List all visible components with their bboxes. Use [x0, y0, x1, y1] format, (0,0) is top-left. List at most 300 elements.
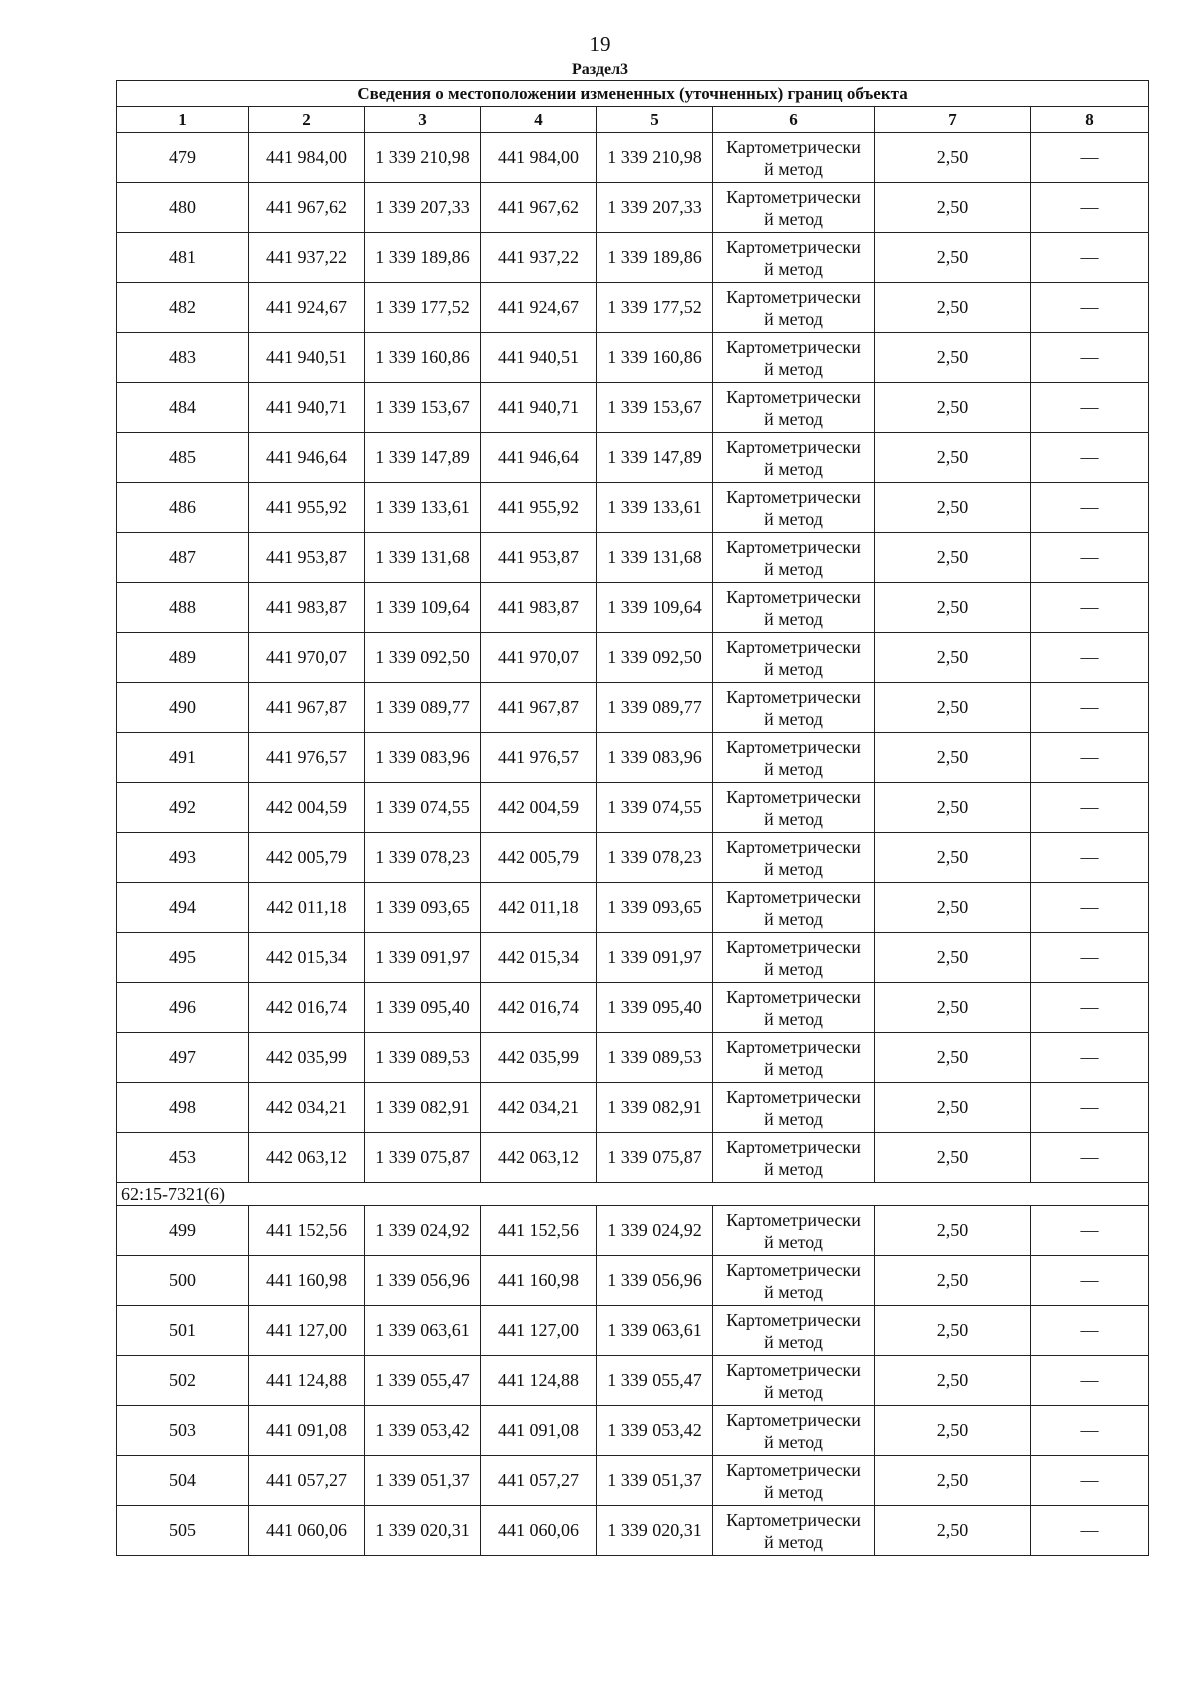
method-line: й метод	[764, 1058, 823, 1079]
x-new-cell: 441 127,00	[481, 1306, 597, 1356]
y-old-cell: 1 339 051,37	[365, 1456, 481, 1506]
y-old-cell: 1 339 131,68	[365, 533, 481, 583]
method-line: й метод	[764, 158, 823, 179]
y-old-cell: 1 339 089,77	[365, 683, 481, 733]
method-line: й метод	[764, 308, 823, 329]
accuracy-cell: 2,50	[875, 383, 1031, 433]
y-new-cell: 1 339 131,68	[597, 533, 713, 583]
note-cell: —	[1031, 1083, 1149, 1133]
x-old-cell: 441 127,00	[249, 1306, 365, 1356]
method-line: Картометрически	[726, 186, 861, 207]
method-line: й метод	[764, 608, 823, 629]
method-cell	[713, 583, 875, 633]
method-cell	[713, 933, 875, 983]
column-number: 3	[365, 107, 481, 133]
note-cell: —	[1031, 933, 1149, 983]
table-row	[117, 583, 1149, 633]
note-cell: —	[1031, 1306, 1149, 1356]
note-cell: —	[1031, 333, 1149, 383]
x-new-cell: 441 160,98	[481, 1256, 597, 1306]
method-line: й метод	[764, 508, 823, 529]
method-cell	[713, 1133, 875, 1183]
method-cell	[713, 1206, 875, 1256]
accuracy-cell: 2,50	[875, 1083, 1031, 1133]
method-line: Картометрически	[726, 386, 861, 407]
method-cell	[713, 333, 875, 383]
table-row	[117, 183, 1149, 233]
x-new-cell: 442 034,21	[481, 1083, 597, 1133]
method-line: й метод	[764, 758, 823, 779]
note-cell: —	[1031, 583, 1149, 633]
y-new-cell: 1 339 189,86	[597, 233, 713, 283]
y-old-cell: 1 339 083,96	[365, 733, 481, 783]
accuracy-cell: 2,50	[875, 233, 1031, 283]
x-new-cell: 441 937,22	[481, 233, 597, 283]
x-old-cell: 441 160,98	[249, 1256, 365, 1306]
table-row	[117, 1356, 1149, 1406]
method-line: Картометрически	[726, 986, 861, 1007]
y-new-cell: 1 339 210,98	[597, 133, 713, 183]
y-new-cell: 1 339 093,65	[597, 883, 713, 933]
y-old-cell: 1 339 177,52	[365, 283, 481, 333]
y-old-cell: 1 339 075,87	[365, 1133, 481, 1183]
point-number-cell: 501	[117, 1306, 249, 1356]
method-cell	[713, 283, 875, 333]
y-old-cell: 1 339 109,64	[365, 583, 481, 633]
y-new-cell: 1 339 024,92	[597, 1206, 713, 1256]
x-old-cell: 442 004,59	[249, 783, 365, 833]
column-number: 1	[117, 107, 249, 133]
table-row	[117, 783, 1149, 833]
accuracy-cell: 2,50	[875, 433, 1031, 483]
method-cell	[713, 783, 875, 833]
note-cell: —	[1031, 1356, 1149, 1406]
x-old-cell: 442 015,34	[249, 933, 365, 983]
method-line: й метод	[764, 1481, 823, 1502]
table-row	[117, 983, 1149, 1033]
note-cell: —	[1031, 233, 1149, 283]
y-new-cell: 1 339 056,96	[597, 1256, 713, 1306]
group-label: 62:15-7321(6)	[117, 1183, 1149, 1206]
method-cell	[713, 1506, 875, 1556]
x-old-cell: 441 124,88	[249, 1356, 365, 1406]
y-new-cell: 1 339 089,77	[597, 683, 713, 733]
note-cell: —	[1031, 783, 1149, 833]
column-number-row	[117, 107, 1149, 133]
x-new-cell: 442 011,18	[481, 883, 597, 933]
y-new-cell: 1 339 091,97	[597, 933, 713, 983]
section-title: Раздел3	[571, 61, 629, 78]
point-number-cell: 488	[117, 583, 249, 633]
point-number-cell: 500	[117, 1256, 249, 1306]
method-cell	[713, 483, 875, 533]
x-new-cell: 441 970,07	[481, 633, 597, 683]
method-line: й метод	[764, 1281, 823, 1302]
y-old-cell: 1 339 207,33	[365, 183, 481, 233]
y-new-cell: 1 339 078,23	[597, 833, 713, 883]
x-new-cell: 442 004,59	[481, 783, 597, 833]
method-cell	[713, 983, 875, 1033]
x-old-cell: 441 970,07	[249, 633, 365, 683]
method-cell	[713, 133, 875, 183]
y-old-cell: 1 339 092,50	[365, 633, 481, 683]
method-line: й метод	[764, 558, 823, 579]
method-line: Картометрически	[726, 486, 861, 507]
method-line: Картометрически	[726, 1359, 861, 1380]
table-row	[117, 1033, 1149, 1083]
method-line: Картометрически	[726, 936, 861, 957]
page-number: 19	[589, 32, 611, 56]
method-line: Картометрически	[726, 1309, 861, 1330]
accuracy-cell: 2,50	[875, 1133, 1031, 1183]
x-old-cell: 441 060,06	[249, 1506, 365, 1556]
x-old-cell: 441 946,64	[249, 433, 365, 483]
table-row	[117, 1206, 1149, 1256]
x-old-cell: 441 976,57	[249, 733, 365, 783]
note-cell: —	[1031, 533, 1149, 583]
x-new-cell: 442 015,34	[481, 933, 597, 983]
y-old-cell: 1 339 063,61	[365, 1306, 481, 1356]
table-row	[117, 433, 1149, 483]
y-old-cell: 1 339 056,96	[365, 1256, 481, 1306]
y-new-cell: 1 339 055,47	[597, 1356, 713, 1406]
accuracy-cell: 2,50	[875, 733, 1031, 783]
table-row	[117, 1133, 1149, 1183]
note-cell: —	[1031, 183, 1149, 233]
method-line: Картометрически	[726, 536, 861, 557]
method-line: й метод	[764, 1331, 823, 1352]
point-number-cell: 483	[117, 333, 249, 383]
method-cell	[713, 1033, 875, 1083]
accuracy-cell: 2,50	[875, 883, 1031, 933]
table-row	[117, 633, 1149, 683]
x-new-cell: 441 983,87	[481, 583, 597, 633]
x-old-cell: 442 011,18	[249, 883, 365, 933]
method-line: Картометрически	[726, 436, 861, 457]
accuracy-cell: 2,50	[875, 1256, 1031, 1306]
note-cell: —	[1031, 1033, 1149, 1083]
x-new-cell: 442 035,99	[481, 1033, 597, 1083]
method-line: й метод	[764, 1381, 823, 1402]
point-number-cell: 484	[117, 383, 249, 433]
method-line: й метод	[764, 1531, 823, 1552]
x-new-cell: 441 967,87	[481, 683, 597, 733]
accuracy-cell: 2,50	[875, 1206, 1031, 1256]
method-cell	[713, 1083, 875, 1133]
y-old-cell: 1 339 093,65	[365, 883, 481, 933]
note-cell: —	[1031, 633, 1149, 683]
x-new-cell: 441 091,08	[481, 1406, 597, 1456]
accuracy-cell: 2,50	[875, 1506, 1031, 1556]
y-new-cell: 1 339 083,96	[597, 733, 713, 783]
method-line: й метод	[764, 1158, 823, 1179]
y-new-cell: 1 339 207,33	[597, 183, 713, 233]
note-cell: —	[1031, 383, 1149, 433]
y-old-cell: 1 339 091,97	[365, 933, 481, 983]
x-new-cell: 442 016,74	[481, 983, 597, 1033]
y-old-cell: 1 339 074,55	[365, 783, 481, 833]
accuracy-cell: 2,50	[875, 633, 1031, 683]
y-new-cell: 1 339 075,87	[597, 1133, 713, 1183]
y-old-cell: 1 339 095,40	[365, 983, 481, 1033]
x-new-cell: 441 060,06	[481, 1506, 597, 1556]
accuracy-cell: 2,50	[875, 1456, 1031, 1506]
method-line: Картометрически	[726, 336, 861, 357]
x-new-cell: 441 953,87	[481, 533, 597, 583]
x-old-cell: 441 152,56	[249, 1206, 365, 1256]
table-row	[117, 1306, 1149, 1356]
y-old-cell: 1 339 089,53	[365, 1033, 481, 1083]
x-new-cell: 441 976,57	[481, 733, 597, 783]
point-number-cell: 480	[117, 183, 249, 233]
y-new-cell: 1 339 147,89	[597, 433, 713, 483]
note-cell: —	[1031, 1406, 1149, 1456]
accuracy-cell: 2,50	[875, 1406, 1031, 1456]
method-line: Картометрически	[726, 786, 861, 807]
table-row	[117, 483, 1149, 533]
method-line: Картометрически	[726, 886, 861, 907]
x-new-cell: 441 057,27	[481, 1456, 597, 1506]
accuracy-cell: 2,50	[875, 583, 1031, 633]
x-old-cell: 441 953,87	[249, 533, 365, 583]
accuracy-cell: 2,50	[875, 183, 1031, 233]
point-number-cell: 492	[117, 783, 249, 833]
method-cell	[713, 1356, 875, 1406]
accuracy-cell: 2,50	[875, 1356, 1031, 1406]
method-line: й метод	[764, 258, 823, 279]
x-old-cell: 441 955,92	[249, 483, 365, 533]
method-line: Картометрически	[726, 1136, 861, 1157]
method-line: Картометрически	[726, 836, 861, 857]
point-number-cell: 502	[117, 1356, 249, 1406]
y-old-cell: 1 339 082,91	[365, 1083, 481, 1133]
point-number-cell: 491	[117, 733, 249, 783]
point-number-cell: 496	[117, 983, 249, 1033]
note-cell: —	[1031, 133, 1149, 183]
table-caption: Сведения о местоположении измененных (уточненных) границ объекта	[117, 81, 1149, 107]
x-new-cell: 441 984,00	[481, 133, 597, 183]
method-line: Картометрически	[726, 1209, 861, 1230]
boundary-coordinates-table	[116, 80, 1149, 1556]
method-cell	[713, 233, 875, 283]
point-number-cell: 499	[117, 1206, 249, 1256]
x-new-cell: 441 124,88	[481, 1356, 597, 1406]
accuracy-cell: 2,50	[875, 133, 1031, 183]
note-cell: —	[1031, 283, 1149, 333]
table-row	[117, 383, 1149, 433]
x-old-cell: 441 091,08	[249, 1406, 365, 1456]
x-old-cell: 442 034,21	[249, 1083, 365, 1133]
method-cell	[713, 683, 875, 733]
y-new-cell: 1 339 063,61	[597, 1306, 713, 1356]
x-old-cell: 442 035,99	[249, 1033, 365, 1083]
method-cell	[713, 1306, 875, 1356]
method-line: й метод	[764, 908, 823, 929]
table-caption-row	[117, 81, 1149, 107]
table-row	[117, 283, 1149, 333]
point-number-cell: 486	[117, 483, 249, 533]
y-new-cell: 1 339 074,55	[597, 783, 713, 833]
table-row	[117, 733, 1149, 783]
y-new-cell: 1 339 051,37	[597, 1456, 713, 1506]
note-cell: —	[1031, 683, 1149, 733]
method-line: Картометрически	[726, 1259, 861, 1280]
column-number: 8	[1031, 107, 1149, 133]
method-line: й метод	[764, 358, 823, 379]
method-line: Картометрически	[726, 1459, 861, 1480]
x-new-cell: 441 946,64	[481, 433, 597, 483]
note-cell: —	[1031, 733, 1149, 783]
method-line: Картометрически	[726, 236, 861, 257]
table-row	[117, 533, 1149, 583]
x-new-cell: 441 940,51	[481, 333, 597, 383]
x-new-cell: 441 967,62	[481, 183, 597, 233]
y-old-cell: 1 339 147,89	[365, 433, 481, 483]
method-line: Картометрически	[726, 1086, 861, 1107]
x-old-cell: 441 057,27	[249, 1456, 365, 1506]
accuracy-cell: 2,50	[875, 533, 1031, 583]
y-old-cell: 1 339 210,98	[365, 133, 481, 183]
column-number: 5	[597, 107, 713, 133]
x-old-cell: 441 984,00	[249, 133, 365, 183]
y-new-cell: 1 339 177,52	[597, 283, 713, 333]
method-line: й метод	[764, 208, 823, 229]
method-line: й метод	[764, 1008, 823, 1029]
point-number-cell: 495	[117, 933, 249, 983]
method-cell	[713, 833, 875, 883]
point-number-cell: 494	[117, 883, 249, 933]
method-cell	[713, 183, 875, 233]
y-new-cell: 1 339 082,91	[597, 1083, 713, 1133]
y-old-cell: 1 339 020,31	[365, 1506, 481, 1556]
group-row	[117, 1183, 1149, 1206]
method-line: й метод	[764, 708, 823, 729]
method-line: й метод	[764, 408, 823, 429]
method-cell	[713, 883, 875, 933]
table-row	[117, 133, 1149, 183]
x-old-cell: 441 967,62	[249, 183, 365, 233]
x-new-cell: 442 005,79	[481, 833, 597, 883]
table-row	[117, 1456, 1149, 1506]
x-old-cell: 442 005,79	[249, 833, 365, 883]
accuracy-cell: 2,50	[875, 833, 1031, 883]
method-line: й метод	[764, 458, 823, 479]
y-old-cell: 1 339 133,61	[365, 483, 481, 533]
x-old-cell: 441 937,22	[249, 233, 365, 283]
point-number-cell: 504	[117, 1456, 249, 1506]
y-new-cell: 1 339 153,67	[597, 383, 713, 433]
table-row	[117, 933, 1149, 983]
accuracy-cell: 2,50	[875, 483, 1031, 533]
accuracy-cell: 2,50	[875, 1306, 1031, 1356]
note-cell: —	[1031, 1456, 1149, 1506]
table-row	[117, 883, 1149, 933]
y-new-cell: 1 339 095,40	[597, 983, 713, 1033]
table-row	[117, 683, 1149, 733]
x-new-cell: 441 924,67	[481, 283, 597, 333]
point-number-cell: 485	[117, 433, 249, 483]
method-cell	[713, 433, 875, 483]
y-old-cell: 1 339 078,23	[365, 833, 481, 883]
point-number-cell: 493	[117, 833, 249, 883]
y-new-cell: 1 339 160,86	[597, 333, 713, 383]
table-row	[117, 1256, 1149, 1306]
point-number-cell: 505	[117, 1506, 249, 1556]
method-line: Картометрически	[726, 736, 861, 757]
method-line: Картометрически	[726, 286, 861, 307]
y-new-cell: 1 339 053,42	[597, 1406, 713, 1456]
point-number-cell: 489	[117, 633, 249, 683]
method-cell	[713, 633, 875, 683]
method-line: й метод	[764, 958, 823, 979]
table-row	[117, 233, 1149, 283]
x-new-cell: 442 063,12	[481, 1133, 597, 1183]
column-number: 6	[713, 107, 875, 133]
y-new-cell: 1 339 092,50	[597, 633, 713, 683]
accuracy-cell: 2,50	[875, 933, 1031, 983]
accuracy-cell: 2,50	[875, 783, 1031, 833]
method-line: Картометрически	[726, 636, 861, 657]
method-line: й метод	[764, 858, 823, 879]
y-old-cell: 1 339 160,86	[365, 333, 481, 383]
x-old-cell: 441 983,87	[249, 583, 365, 633]
method-cell	[713, 383, 875, 433]
method-line: й метод	[764, 1108, 823, 1129]
point-number-cell: 482	[117, 283, 249, 333]
note-cell: —	[1031, 433, 1149, 483]
table-row	[117, 1406, 1149, 1456]
note-cell: —	[1031, 483, 1149, 533]
method-cell	[713, 1456, 875, 1506]
point-number-cell: 503	[117, 1406, 249, 1456]
x-old-cell: 442 016,74	[249, 983, 365, 1033]
accuracy-cell: 2,50	[875, 983, 1031, 1033]
y-new-cell: 1 339 020,31	[597, 1506, 713, 1556]
note-cell: —	[1031, 883, 1149, 933]
y-new-cell: 1 339 109,64	[597, 583, 713, 633]
method-line: й метод	[764, 1431, 823, 1452]
method-line: Картометрически	[726, 586, 861, 607]
table-row	[117, 833, 1149, 883]
x-old-cell: 441 967,87	[249, 683, 365, 733]
point-number-cell: 487	[117, 533, 249, 583]
method-line: Картометрически	[726, 1409, 861, 1430]
note-cell: —	[1031, 1506, 1149, 1556]
x-old-cell: 441 940,71	[249, 383, 365, 433]
x-old-cell: 442 063,12	[249, 1133, 365, 1183]
table-body	[117, 133, 1149, 1556]
y-old-cell: 1 339 053,42	[365, 1406, 481, 1456]
x-new-cell: 441 940,71	[481, 383, 597, 433]
accuracy-cell: 2,50	[875, 283, 1031, 333]
method-cell	[713, 733, 875, 783]
y-new-cell: 1 339 133,61	[597, 483, 713, 533]
column-number: 2	[249, 107, 365, 133]
point-number-cell: 498	[117, 1083, 249, 1133]
x-old-cell: 441 940,51	[249, 333, 365, 383]
point-number-cell: 490	[117, 683, 249, 733]
point-number-cell: 481	[117, 233, 249, 283]
y-old-cell: 1 339 153,67	[365, 383, 481, 433]
method-line: Картометрически	[726, 686, 861, 707]
point-number-cell: 453	[117, 1133, 249, 1183]
method-line: Картометрически	[726, 136, 861, 157]
point-number-cell: 479	[117, 133, 249, 183]
method-line: Картометрически	[726, 1509, 861, 1530]
x-old-cell: 441 924,67	[249, 283, 365, 333]
column-number: 4	[481, 107, 597, 133]
method-cell	[713, 533, 875, 583]
